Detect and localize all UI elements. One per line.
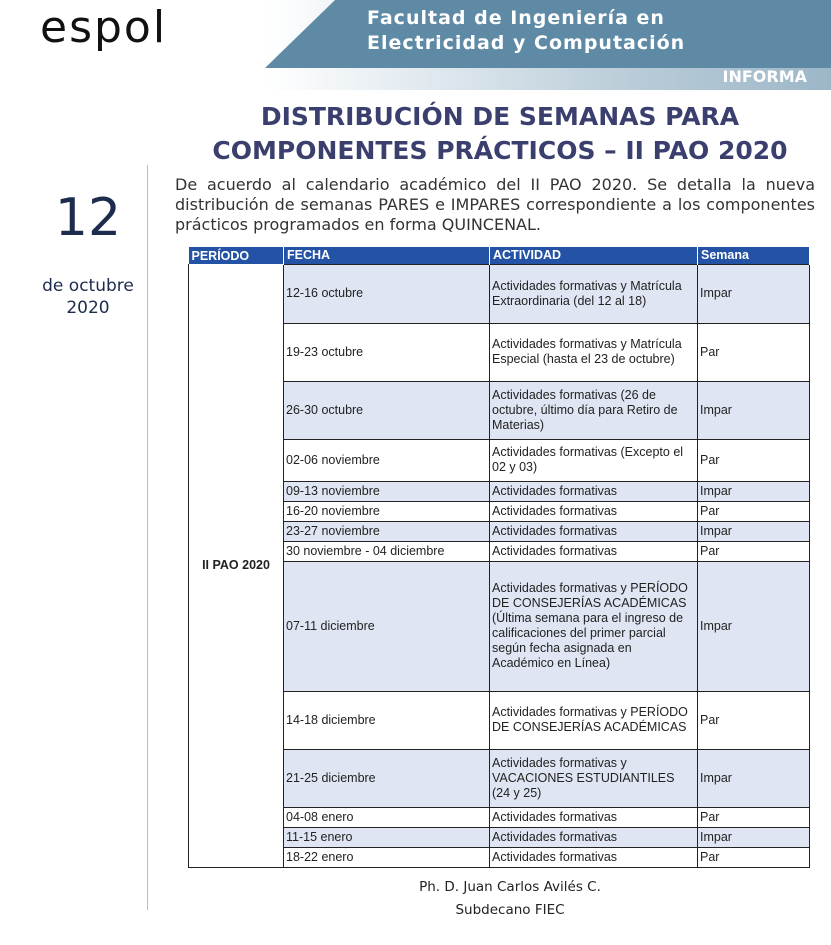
semana-cell: Impar [698,749,810,807]
semana-cell: Par [698,323,810,381]
table-row [189,264,810,323]
actividad-cell: Actividades formativas y Matrícula Extraordinaria (del 12 al 18) [490,264,698,323]
semana-cell: Par [698,439,810,481]
actividad-cell: Actividades formativas [490,541,698,561]
semana-cell: Impar [698,561,810,691]
fecha-cell: 09-13 noviembre [284,481,490,501]
semana-cell: Par [698,541,810,561]
faculty-line-2: Electricidad y Computación [367,32,686,54]
date-month: de octubre [42,276,134,296]
espol-logo: espol [40,2,168,53]
fecha-cell: 19-23 octubre [284,323,490,381]
actividad-cell: Actividades formativas [490,807,698,827]
semana-cell: Par [698,847,810,867]
fecha-cell: 23-27 noviembre [284,521,490,541]
header-semana: Semana [698,247,810,264]
header-periodo: PERÍODO [189,247,284,264]
header-fecha: FECHA [284,247,490,264]
fecha-cell: 14-18 diciembre [284,691,490,749]
faculty-line-1: Facultad de Ingeniería en [367,7,665,29]
schedule-table [188,247,810,868]
actividad-cell: Actividades formativas (26 de octubre, último día para Retiro de Materias) [490,381,698,439]
fecha-cell: 02-06 noviembre [284,439,490,481]
signature-role: Subdecano FIEC [455,902,565,918]
fecha-cell: 26-30 octubre [284,381,490,439]
header-banner [265,0,831,90]
informa-label: INFORMA [722,67,807,86]
fecha-cell: 18-22 enero [284,847,490,867]
actividad-cell: Actividades formativas [490,521,698,541]
fecha-cell: 16-20 noviembre [284,501,490,521]
signature-name: Ph. D. Juan Carlos Avilés C. [419,879,601,895]
actividad-cell: Actividades formativas y Matrícula Especial (hasta el 23 de octubre) [490,323,698,381]
semana-cell: Impar [698,381,810,439]
period-cell: II PAO 2020 [189,264,284,867]
fecha-cell: 21-25 diciembre [284,749,490,807]
table-body [189,264,810,867]
semana-cell: Impar [698,481,810,501]
vertical-divider [147,165,148,910]
fecha-cell: 11-15 enero [284,827,490,847]
semana-cell: Impar [698,827,810,847]
actividad-cell: Actividades formativas y PERÍODO DE CONSEJERÍAS ACADÉMICAS (Última semana para el ingreso de calificaciones del primer parcial según fecha asignada en Académico en Línea) [490,561,698,691]
date-year: 2020 [66,298,110,318]
actividad-cell: Actividades formativas [490,481,698,501]
intro-paragraph: De acuerdo al calendario académico del II PAO 2020. Se detalla la nueva distribución de semanas PARES e IMPARES correspondiente a los componentes prácticos programados en forma QUINCENAL. [175,175,815,234]
actividad-cell: Actividades formativas y PERÍODO DE CONSEJERÍAS ACADÉMICAS [490,691,698,749]
title-line-1: DISTRIBUCIÓN DE SEMANAS PARA [260,102,740,131]
signature-block [330,876,690,922]
semana-cell: Impar [698,264,810,323]
title-line-2: COMPONENTES PRÁCTICOS – II PAO 2020 [212,136,788,165]
header-actividad: ACTIVIDAD [490,247,698,264]
semana-cell: Par [698,807,810,827]
semana-cell: Par [698,691,810,749]
page-title [180,100,820,168]
actividad-cell: Actividades formativas y VACACIONES ESTUDIANTILES (24 y 25) [490,749,698,807]
semana-cell: Impar [698,521,810,541]
actividad-cell: Actividades formativas [490,827,698,847]
actividad-cell: Actividades formativas (Excepto el 02 y 03) [490,439,698,481]
faculty-name [367,6,685,56]
fecha-cell: 30 noviembre - 04 diciembre [284,541,490,561]
actividad-cell: Actividades formativas [490,847,698,867]
date-month-year [25,275,151,319]
fecha-cell: 07-11 diciembre [284,561,490,691]
semana-cell: Par [698,501,810,521]
table-header-row [189,247,810,264]
fecha-cell: 12-16 octubre [284,264,490,323]
fecha-cell: 04-08 enero [284,807,490,827]
date-day: 12 [54,188,122,248]
actividad-cell: Actividades formativas [490,501,698,521]
